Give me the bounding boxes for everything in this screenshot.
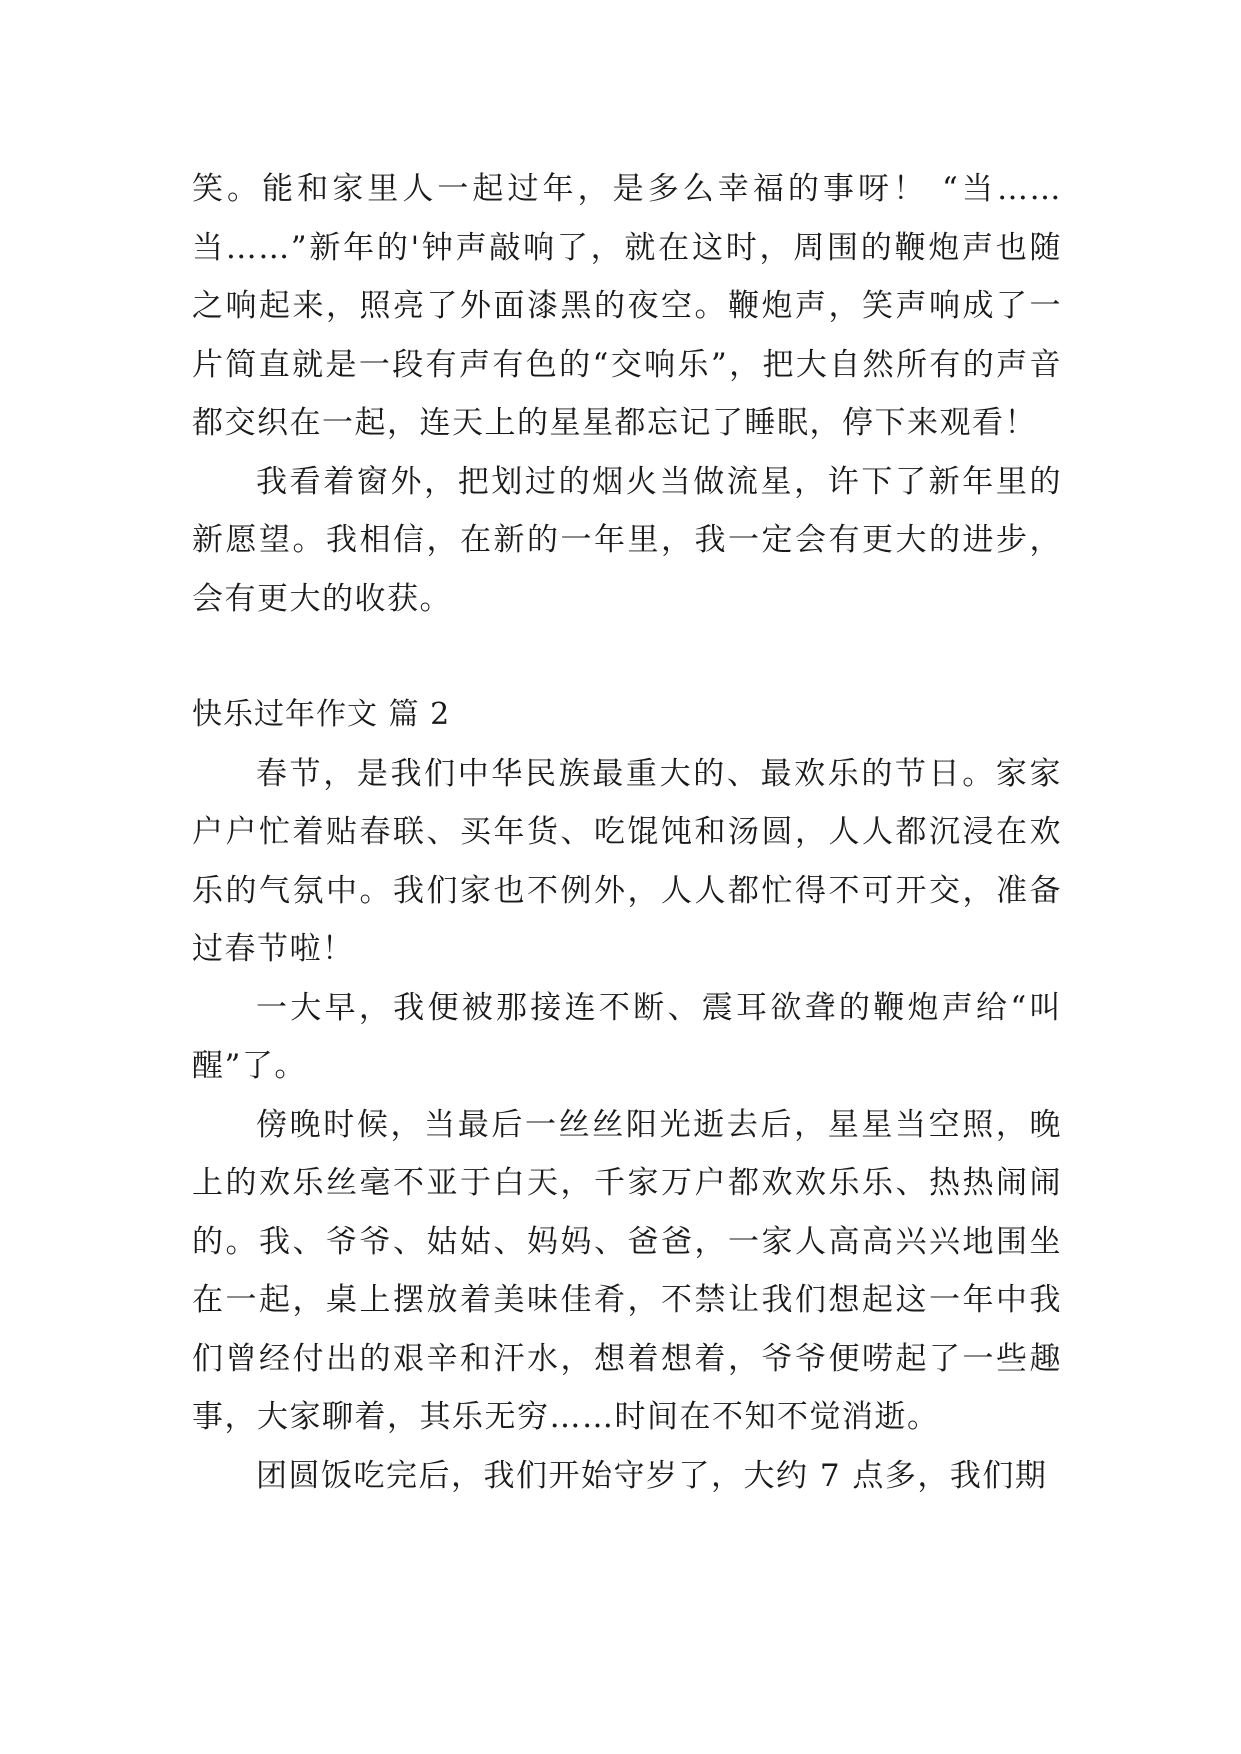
paragraph-evening: 傍晚时候，当最后一丝丝阳光逝去后，星星当空照，晚上的欢乐丝毫不亚于白天，千家万户都欢欢乐乐、热热闹闹的。我、爷爷、姑姑、妈妈、爸爸，一家人高高兴兴地围坐在一起，桌上摆放着美味佳肴，不禁让我们想起这一年中我们曾经付出的艰辛和汗水，想着想着，爷爷便唠起了一些趣事，大家聊着，其乐无穷……时间在不知不觉消逝。 <box>192 1106 1062 1435</box>
paragraph-wish: 我看着窗外，把划过的烟火当做流星，许下了新年里的新愿望。我相信，在新的一年里，我一定会有更大的进步，会有更大的收获。 <box>192 463 1062 617</box>
document-body <box>192 160 1062 1505</box>
paragraph-spring-festival: 春节，是我们中华民族最重大的、最欢乐的节日。家家户户忙着贴春联、买年货、吃馄饨和汤圆，人人都沉浸在欢乐的气氛中。我们家也不例外，人人都忙得不可开交，准备过春节啦！ <box>192 755 1062 967</box>
paragraph-morning: 一大早，我便被那接连不断、震耳欲聋的鞭炮声给“叫醒”了。 <box>192 989 1062 1084</box>
paragraph-new-year-eve: 团圆饭吃完后，我们开始守岁了，大约 7 点多，我们期 <box>256 1457 1048 1494</box>
paragraph-continued: 笑。能和家里人一起过年，是多么幸福的事呀！ “当……当……”新年的'钟声敲响了，就在这时，周围的鞭炮声也随之响起来，照亮了外面漆黑的夜空。鞭炮声，笑声响成了一片简直就是一段有声有色的“交响乐”，把大自然所有的声音都交织在一起，连天上的星星都忘记了睡眠，停下来观看！ <box>192 171 1062 441</box>
essay-heading: 快乐过年作文 篇 2 <box>192 697 451 732</box>
